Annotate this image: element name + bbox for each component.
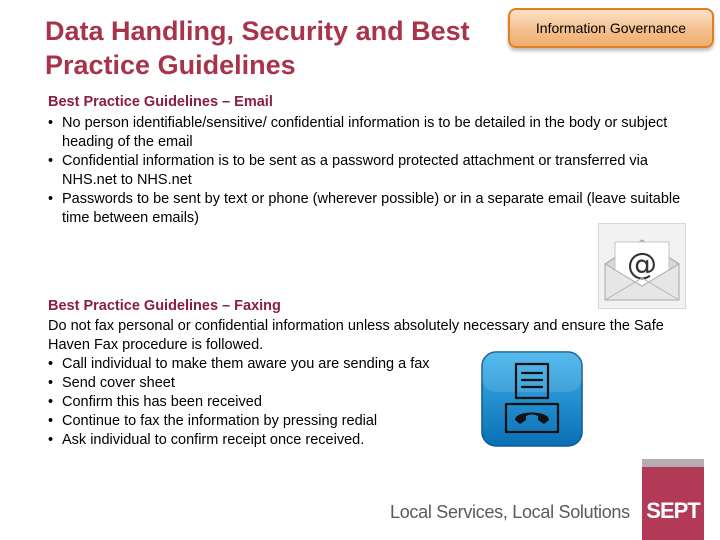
- fax-machine-icon: [480, 350, 584, 448]
- email-bullet-text: Passwords to be sent by text or phone (wherever possible) or in a separate email (leave suitable time between emails): [62, 191, 681, 226]
- bullet-marker: •: [48, 394, 54, 410]
- fax-intro-paragraph: Do not fax personal or confidential information unless absolutely necessary and ensure the Safe Haven Fax procedure is followed.: [48, 318, 664, 353]
- bullet-marker: •: [48, 375, 54, 391]
- slide-title: Data Handling, Security and Best Practice Guidelines: [45, 16, 470, 80]
- badge-label: Information Governance: [535, 20, 687, 36]
- list-item: [48, 152, 698, 190]
- bullet-marker: •: [48, 153, 54, 169]
- list-item: [48, 412, 478, 431]
- list-item: [48, 374, 478, 393]
- footer-tagline: Local Services, Local Solutions: [390, 502, 630, 522]
- list-item: [48, 355, 478, 374]
- email-bullet-text: No person identifiable/sensitive/ confidential information is to be detailed in the body or subject heading of the email: [62, 115, 668, 150]
- fax-bullet-text: Call individual to make them aware you are sending a fax: [62, 356, 430, 372]
- fax-bullet-text: Continue to fax the information by pressing redial: [62, 413, 378, 429]
- email-bullet-list: [48, 114, 698, 228]
- list-item: [48, 431, 478, 450]
- list-item: [48, 114, 698, 152]
- information-governance-badge: [508, 8, 714, 48]
- bullet-marker: •: [48, 115, 54, 131]
- bullet-marker: •: [48, 432, 54, 448]
- bullet-marker: •: [48, 413, 54, 429]
- list-item: [48, 393, 478, 412]
- fax-section-heading: Best Practice Guidelines – Faxing: [48, 298, 281, 314]
- svg-text:@: @: [627, 247, 657, 282]
- bullet-marker: •: [48, 356, 54, 372]
- fax-bullet-text: Send cover sheet: [62, 375, 175, 391]
- email-section-heading: Best Practice Guidelines – Email: [48, 94, 273, 110]
- fax-bullet-list: [48, 355, 478, 450]
- bullet-marker: •: [48, 191, 54, 207]
- footer-logo-strip: [642, 459, 704, 467]
- sept-logo: SEPT: [646, 498, 700, 523]
- fax-bullet-text: Confirm this has been received: [62, 394, 262, 410]
- fax-bullet-text: Ask individual to confirm receipt once received.: [62, 432, 365, 448]
- email-envelope-icon: [598, 223, 686, 309]
- email-bullet-text: Confidential information is to be sent as a password protected attachment or transferred via NHS.net to NHS.net: [62, 153, 648, 188]
